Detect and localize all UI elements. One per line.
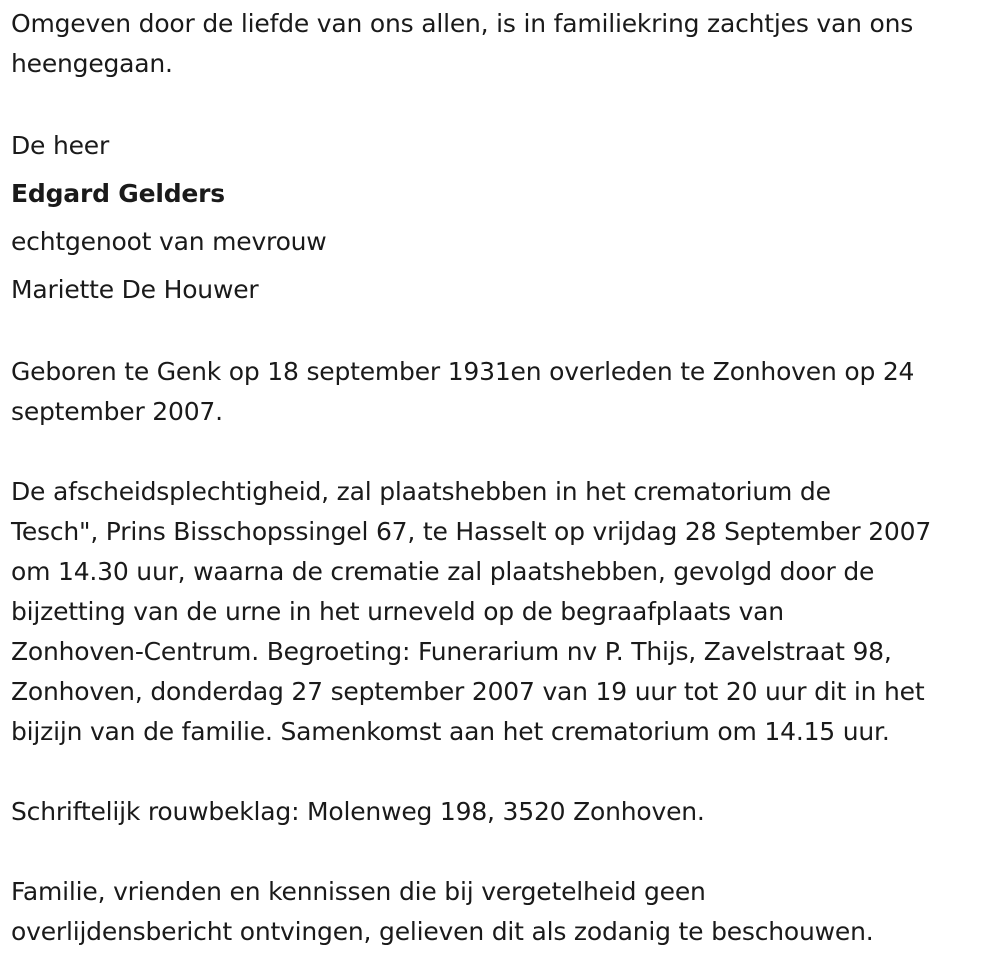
birth-death-paragraph: Geboren te Genk op 18 september 1931en overleden te Zonhoven op 24 september 2007. xyxy=(11,357,915,426)
spouse-name: Mariette De Houwer xyxy=(11,275,259,304)
intro-paragraph: Omgeven door de liefde van ons allen, is in familiekring zachtjes van ons heengegaan. xyxy=(11,9,914,78)
closing-paragraph: Familie, vrienden en kennissen die bij vergetelheid geen overlijdensbericht ontvingen, gelieven dit als zodanig te beschouwen. xyxy=(11,877,874,946)
relation-line: echtgenoot van mevrouw xyxy=(11,227,327,256)
deceased-name: Edgard Gelders xyxy=(11,179,225,208)
obituary-notice xyxy=(11,4,996,952)
ceremony-paragraph: De afscheidsplechtigheid, zal plaatshebben in het crematorium de Tesch", Prins Bisschopssingel 67, te Hasselt op vrijdag 28 September 2007 om 14.30 uur, waarna de crematie zal plaatshebben, gevolgd door de bijzetting van de urne in het urneveld op de begraafplaats van Zonhoven-Centrum. Begroeting: Funerarium nv P. Thijs, Zavelstraat 98, Zonhoven, donderdag 27 september 2007 van 19 uur tot 20 uur dit in het bijzijn van de familie. Samenkomst aan het crematorium om 14.15 uur. xyxy=(11,477,932,746)
condolences-paragraph: Schriftelijk rouwbeklag: Molenweg 198, 3520 Zonhoven. xyxy=(11,797,705,826)
honorific: De heer xyxy=(11,131,110,160)
